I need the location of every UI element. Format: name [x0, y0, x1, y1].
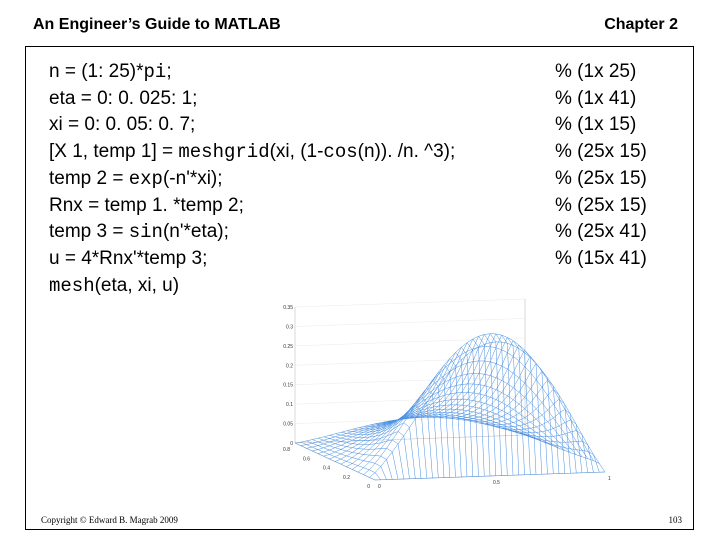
code-line	[49, 219, 455, 246]
code-text: eta = 0: 0. 025: 1;	[49, 87, 198, 109]
mesh-line	[370, 372, 450, 477]
mesh-line	[387, 352, 467, 476]
chapter-label: Chapter 2	[604, 16, 678, 33]
mesh-line	[301, 442, 381, 480]
code-keyword: sin	[128, 221, 163, 244]
code-text: u = 4*Rnx'*temp 3;	[49, 247, 208, 269]
tick-label: 0.2	[286, 363, 293, 370]
code-text: (eta, xi, u)	[94, 274, 180, 296]
dimension-comment: % (25x 15)	[555, 141, 647, 163]
tick-label: 0.8	[283, 447, 290, 453]
grid-line	[295, 338, 525, 346]
tick-label: 0	[378, 484, 381, 490]
code-keyword: exp	[128, 167, 163, 190]
code-text: Rnx = temp 1. *temp 2;	[49, 194, 244, 216]
mesh-line	[456, 350, 536, 474]
dimension-comments	[555, 59, 647, 273]
tick-label: 0.5	[493, 480, 500, 486]
tick-label: 0	[290, 441, 293, 447]
code-line	[49, 86, 455, 113]
code-line	[49, 246, 455, 273]
mesh-line	[312, 412, 542, 451]
code-keyword: pi	[143, 61, 167, 83]
code-line	[49, 59, 455, 86]
code-line	[49, 166, 455, 193]
code-line	[49, 193, 455, 220]
code-text: (-n'*xi);	[162, 167, 223, 189]
matlab-code-block	[49, 59, 455, 299]
tick-label: 0.6	[303, 456, 310, 463]
code-keyword: mesh	[49, 274, 95, 297]
code-line	[49, 112, 455, 139]
tick-label: 0.3	[286, 324, 293, 331]
dimension-comment: % (25x 41)	[555, 221, 647, 243]
code-text: temp 3 =	[49, 221, 129, 243]
dimension-comment: % (1x 25)	[555, 61, 637, 82]
tick-label: 0.4	[323, 465, 330, 472]
dimension-comment: % (25x 15)	[555, 194, 647, 216]
code-text: (xi, (1-	[269, 141, 324, 163]
dimension-comment: % (1x 15)	[555, 114, 637, 136]
dimension-comment: % (15x 41)	[555, 247, 647, 269]
page-number: 103	[668, 515, 682, 525]
code-text: n = (1: 25)*	[49, 61, 144, 82]
code-text: (n'*eta);	[162, 221, 229, 243]
tick-label: 0.25	[283, 343, 293, 350]
tick-label: 0.35	[283, 305, 293, 311]
grid-line	[295, 318, 525, 326]
tick-label: 1	[608, 476, 611, 482]
code-keyword: cos	[323, 141, 358, 164]
slide-header-title: An Engineer’s Guide to MATLAB	[33, 16, 281, 33]
mesh-line	[324, 437, 404, 479]
tick-label: 0.05	[283, 421, 293, 428]
tick-label: 0.1	[286, 402, 293, 409]
tick-label: 0.2	[343, 474, 350, 481]
dimension-comment: % (1x 41)	[555, 87, 637, 109]
grid-line	[295, 377, 525, 385]
copyright-notice: Copyright © Edward B. Magrab 2009	[41, 515, 178, 525]
code-text: (n)). /n. ^3);	[357, 141, 456, 163]
code-text: ;	[166, 61, 172, 82]
code-text: xi = 0: 0. 05: 0. 7;	[49, 114, 196, 136]
dimension-comment: % (25x 15)	[555, 167, 647, 189]
grid-line	[295, 299, 525, 307]
mesh-line	[312, 440, 392, 480]
mesh-plot	[255, 295, 611, 495]
mesh-line	[410, 336, 490, 476]
tick-label: 0	[367, 484, 370, 490]
code-text: temp 2 =	[49, 167, 129, 189]
mesh-line	[347, 405, 427, 478]
code-line	[49, 139, 455, 166]
code-text: [X 1, temp 1] =	[49, 141, 179, 163]
mesh-line	[306, 415, 536, 449]
tick-label: 0.15	[283, 382, 293, 389]
code-keyword: meshgrid	[178, 141, 270, 164]
